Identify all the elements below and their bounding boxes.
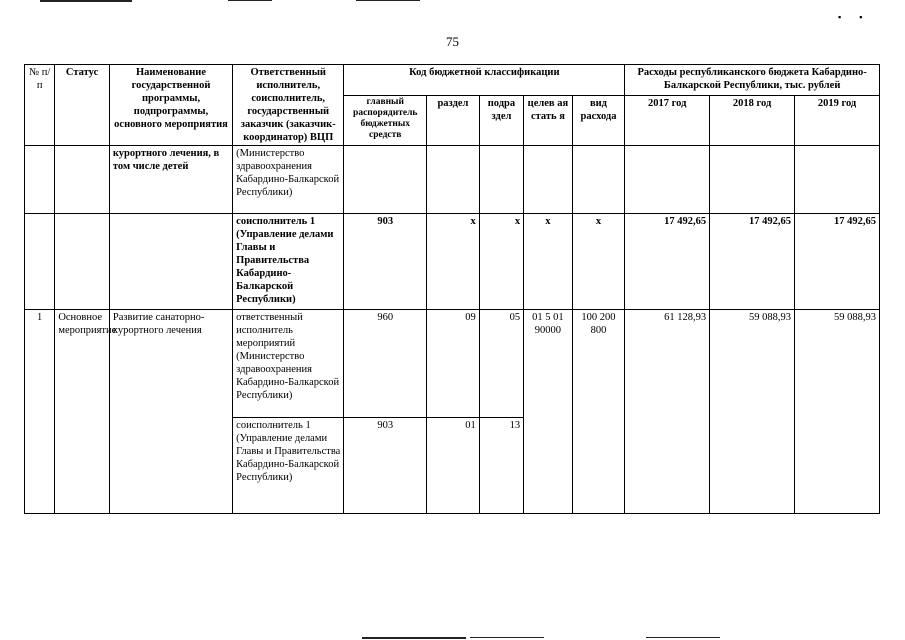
table-row <box>25 214 880 310</box>
scan-dots: ▪▪ <box>838 12 881 22</box>
header-num: № п/п <box>25 65 55 146</box>
cell-type: x <box>572 214 625 310</box>
scan-artifact-bottom-mid <box>362 637 466 639</box>
cell-2018: 59 088,93 <box>710 310 795 514</box>
cell-2017: 17 492,65 <box>625 214 710 310</box>
cell-responsible: соисполнитель 1 (Управление делами Главы и Правительства Кабардино-Балкарской Республики) <box>233 214 344 310</box>
cell-podrazdel <box>479 146 523 214</box>
cell-2018: 17 492,65 <box>710 214 795 310</box>
cell-podrazdel: 13 <box>479 418 523 514</box>
header-status: Статус <box>55 65 110 146</box>
header-target: целев ая стать я <box>524 95 573 145</box>
scan-artifact-top-mid <box>228 0 272 1</box>
cell-target: 01 5 01 90000 <box>524 310 573 514</box>
cell-num <box>25 146 55 214</box>
cell-type: 100 200 800 <box>572 310 625 514</box>
cell-podrazdel: 05 <box>479 310 523 418</box>
cell-type <box>572 146 625 214</box>
cell-responsible: ответственный исполнитель мероприятий (Министерство здравоохранения Кабардино-Балкарской Республики) <box>233 310 344 418</box>
cell-razdel: 09 <box>427 310 480 418</box>
table-row <box>25 310 880 418</box>
cell-num: 1 <box>25 310 55 514</box>
scan-artifact-top-left <box>40 0 132 2</box>
header-2019: 2019 год <box>795 95 880 145</box>
cell-grbs: 960 <box>344 310 427 418</box>
header-name: Наименование государственной программы, подпрограммы, основного мероприятия <box>109 65 232 146</box>
cell-name <box>109 214 232 310</box>
budget-table <box>24 64 880 514</box>
cell-status <box>55 214 110 310</box>
cell-responsible: (Министерство здравоохранения Кабардино-Балкарской Республики) <box>233 146 344 214</box>
header-responsible: Ответственный исполнитель, соисполнитель, государственный заказчик (заказчик-координатор) ВЦП <box>233 65 344 146</box>
cell-2017: 61 128,93 <box>625 310 710 514</box>
cell-2017 <box>625 146 710 214</box>
cell-name: курортного лечения, в том числе детей <box>109 146 232 214</box>
header-code-group: Код бюджетной классификации <box>344 65 625 96</box>
header-2018: 2018 год <box>710 95 795 145</box>
page-number: 75 <box>446 34 459 49</box>
cell-grbs: 903 <box>344 418 427 514</box>
header-grbs: главный распорядитель бюджетных средств <box>344 95 427 145</box>
cell-2018 <box>710 146 795 214</box>
cell-2019: 59 088,93 <box>795 310 880 514</box>
cell-num <box>25 214 55 310</box>
header-row-1 <box>25 65 880 96</box>
table-row <box>25 146 880 214</box>
header-razdel: раздел <box>427 95 480 145</box>
cell-razdel <box>427 146 480 214</box>
cell-grbs <box>344 146 427 214</box>
header-type: вид расхода <box>572 95 625 145</box>
cell-grbs: 903 <box>344 214 427 310</box>
cell-podrazdel: x <box>479 214 523 310</box>
cell-razdel: x <box>427 214 480 310</box>
scan-artifact-bottom-far <box>646 637 720 638</box>
cell-status <box>55 146 110 214</box>
header-podrazdel: подра здел <box>479 95 523 145</box>
cell-razdel: 01 <box>427 418 480 514</box>
header-expenses-group: Расходы республиканского бюджета Кабардино-Балкарской Республики, тыс. рублей <box>625 65 880 96</box>
cell-target: x <box>524 214 573 310</box>
cell-responsible: соисполнитель 1 (Управление делами Главы и Правительства Кабардино-Балкарской Республики) <box>233 418 344 514</box>
cell-status: Основное мероприятие <box>55 310 110 514</box>
scan-artifact-top-right <box>356 0 420 1</box>
cell-target <box>524 146 573 214</box>
cell-2019 <box>795 146 880 214</box>
cell-name: Развитие санаторно-курортного лечения <box>109 310 232 514</box>
scan-artifact-bottom-right <box>470 637 544 638</box>
cell-2019: 17 492,65 <box>795 214 880 310</box>
header-2017: 2017 год <box>625 95 710 145</box>
